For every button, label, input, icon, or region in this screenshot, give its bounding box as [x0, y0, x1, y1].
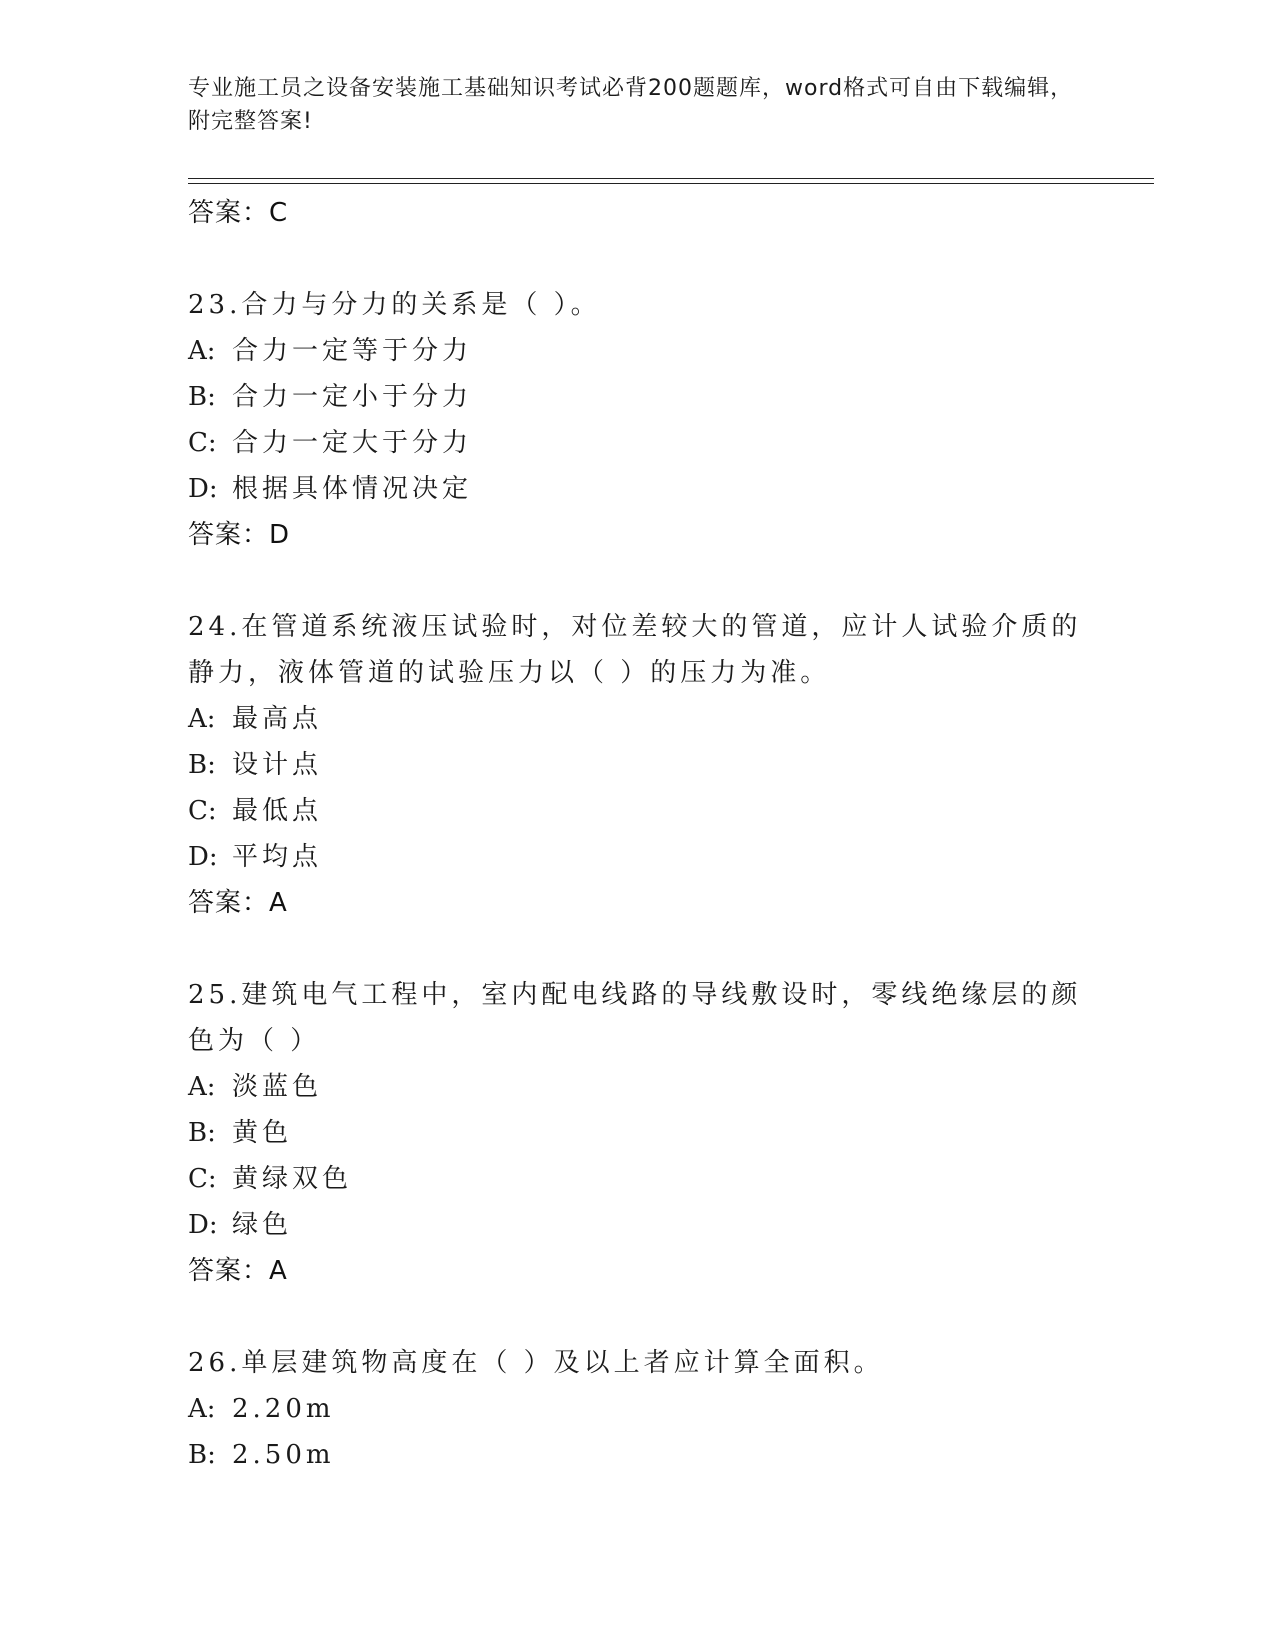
option-a: [188, 1064, 1088, 1110]
option-letter: B:: [188, 1440, 216, 1470]
option-text: 黄绿双色: [232, 1164, 353, 1194]
option-text: 黄色: [232, 1118, 293, 1148]
option-a: [188, 696, 1088, 742]
option-letter: D:: [188, 1210, 218, 1240]
option-letter: C:: [188, 796, 217, 826]
option-d: [188, 1202, 1088, 1248]
option-c: [188, 788, 1088, 834]
option-letter: A:: [188, 1394, 216, 1424]
option-letter: D:: [188, 474, 218, 504]
spacer: [188, 1294, 1088, 1340]
option-c: [188, 1156, 1088, 1202]
option-text: 平均点: [232, 842, 323, 872]
option-text: 2.50m: [232, 1440, 335, 1470]
option-letter: A:: [188, 704, 216, 734]
question-text: 23.合力与分力的关系是（ ）。: [188, 290, 601, 320]
option-text: 绿色: [232, 1210, 293, 1240]
question-list: [188, 190, 1088, 1478]
option-b: [188, 1432, 1088, 1478]
option-letter: C:: [188, 1164, 217, 1194]
option-text: 最高点: [232, 704, 323, 734]
option-letter: B:: [188, 1118, 216, 1148]
spacer: [188, 558, 1088, 604]
option-text: 合力一定大于分力: [232, 428, 473, 458]
option-b: [188, 742, 1088, 788]
option-d: [188, 834, 1088, 880]
question-block: [188, 604, 1088, 926]
question-text: 24.在管道系统液压试验时，对位差较大的管道，应计人试验介质的静力，液体管道的试验压力以（ ）的压力为准。: [188, 612, 1082, 688]
option-letter: C:: [188, 428, 217, 458]
question-text: 25.建筑电气工程中，室内配电线路的导线敷设时，零线绝缘层的颜色为（ ）: [188, 980, 1082, 1056]
option-text: 最低点: [232, 796, 323, 826]
spacer: [188, 236, 1088, 282]
option-letter: B:: [188, 750, 216, 780]
header-rule-bottom: [188, 183, 1154, 184]
option-text: 合力一定等于分力: [232, 336, 473, 366]
spacer: [188, 926, 1088, 972]
option-b: [188, 1110, 1088, 1156]
option-a: [188, 328, 1088, 374]
question-block: [188, 1340, 1088, 1478]
answer-line: 答案：A: [188, 888, 288, 918]
option-letter: B:: [188, 382, 216, 412]
option-letter: A:: [188, 336, 216, 366]
question-block: [188, 972, 1088, 1294]
answer-line: 答案：D: [188, 520, 291, 550]
answer-line: 答案：A: [188, 1256, 288, 1286]
option-text: 根据具体情况决定: [232, 474, 473, 504]
option-letter: A:: [188, 1072, 216, 1102]
header-rule-top: [188, 178, 1154, 179]
option-text: 淡蓝色: [232, 1072, 323, 1102]
option-text: 2.20m: [232, 1394, 335, 1424]
option-b: [188, 374, 1088, 420]
option-text: 设计点: [232, 750, 323, 780]
question-block: [188, 282, 1088, 558]
option-letter: D:: [188, 842, 218, 872]
option-text: 合力一定小于分力: [232, 382, 473, 412]
previous-answer: 答案：C: [188, 198, 289, 228]
option-d: [188, 466, 1088, 512]
option-a: [188, 1386, 1088, 1432]
option-c: [188, 420, 1088, 466]
document-header: 专业施工员之设备安装施工基础知识考试必背200题题库，word格式可自由下载编辑，附完整答案!: [188, 76, 1074, 134]
question-text: 26.单层建筑物高度在（ ）及以上者应计算全面积。: [188, 1348, 884, 1378]
